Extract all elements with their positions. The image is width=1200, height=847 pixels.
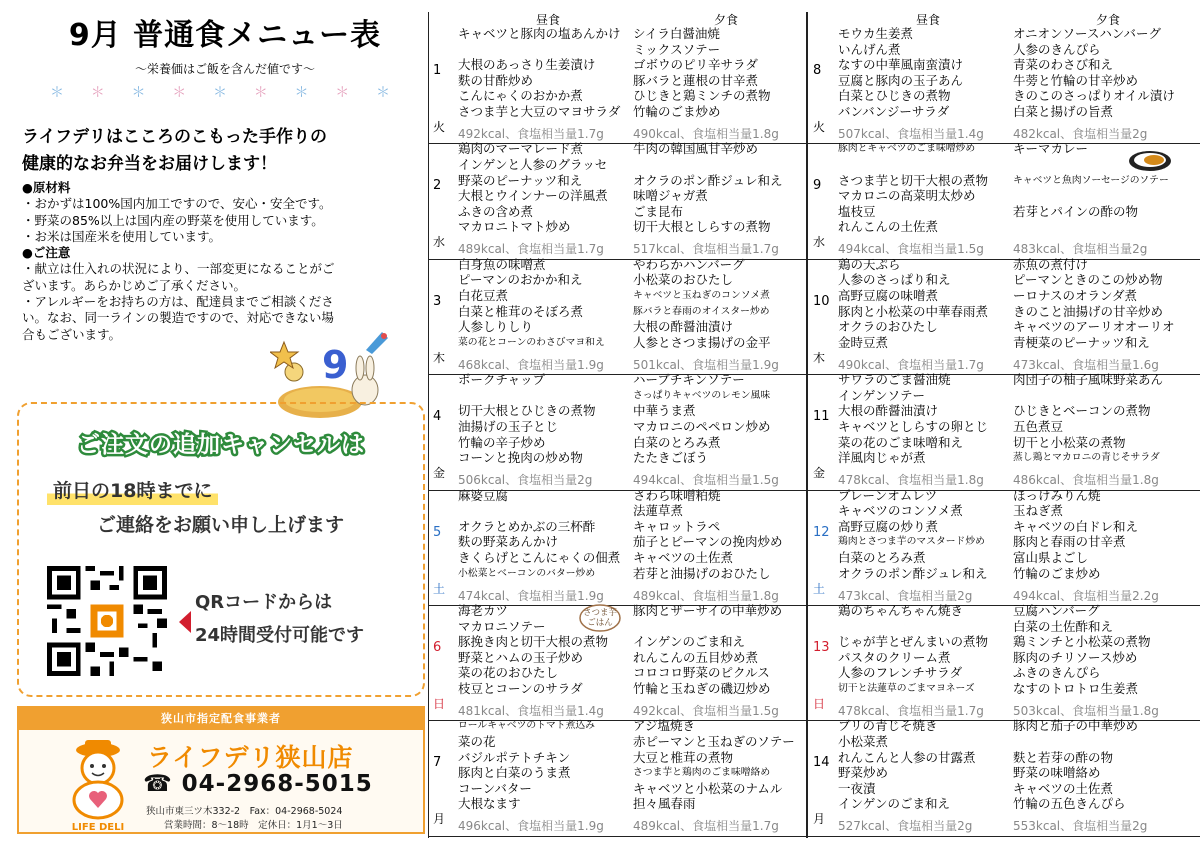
- dinner-item: 富山県よごし: [1013, 549, 1089, 565]
- lunch-nutrition: 474kcal、食塩相当量1.9g: [458, 588, 604, 603]
- day-number: 8: [813, 63, 822, 78]
- dinner-item: キャベツのアーリオオーリオ: [1013, 319, 1175, 335]
- lunch-nutrition: 507kcal、食塩相当量1.4g: [838, 127, 984, 141]
- dinner-item: れんこんの五目炒め煮: [633, 649, 759, 665]
- dinner-item: [1013, 219, 1188, 235]
- page-subtitle: ～栄養価はご飯を含んだ値です～: [134, 62, 315, 76]
- dinner-item: 豚肉とザーサイの中華炒め: [633, 603, 783, 618]
- dinner-nutrition: 494kcal、食塩相当量2.2g: [1013, 588, 1159, 603]
- day-cell-right-0: [808, 26, 1186, 146]
- lunch-item: キャベツと豚肉の塩あんかけ: [458, 26, 621, 41]
- dinner-item: 茄子とピーマンの挽肉炒め: [633, 534, 783, 550]
- lunch-nutrition: 506kcal、食塩相当量2g: [458, 473, 593, 488]
- dinner-list: [1013, 26, 1188, 120]
- lunch-list: [458, 488, 638, 582]
- dinner-item: オニオンソースハンバーグ: [1013, 26, 1162, 41]
- lunch-item: ピーマンのおかか和え: [458, 272, 583, 288]
- weekday: 火: [433, 120, 446, 134]
- dinner-item: 鶏ミンチと小松菜の煮物: [1013, 634, 1151, 650]
- dinner-item: [633, 619, 808, 635]
- dinner-item: 青梗菜のピーナッツ和え: [1013, 334, 1150, 350]
- svg-text:9: 9: [322, 343, 349, 387]
- lunch-item: [458, 388, 638, 404]
- dinner-list: [1013, 488, 1188, 582]
- lunch-item: 人参のフレンチサラダ: [838, 665, 963, 681]
- weekday: 水: [813, 235, 826, 250]
- weekday: 土: [433, 581, 446, 596]
- dinner-item: 豚バラと蓮根の甘辛煮: [633, 72, 759, 88]
- dinner-item: 若芽と油揚げのおひたし: [633, 565, 771, 581]
- lunch-item: 油揚げの玉子とじ: [458, 418, 559, 434]
- lunch-item: 麩の野菜あんかけ: [458, 534, 559, 550]
- lunch-item: 野菜炒め: [838, 765, 889, 781]
- weekday: 月: [433, 812, 446, 827]
- lunch-item: [458, 503, 638, 519]
- lunch-item: 豚肉と白菜のうま煮: [458, 765, 571, 781]
- lunch-item: [458, 42, 638, 58]
- dinner-item: [1013, 388, 1188, 404]
- lunch-item: 鶏の天ぷら: [838, 256, 901, 272]
- dinner-item: 若芽とパインの酢の物: [1013, 203, 1139, 219]
- lunch-nutrition: 489kcal、食塩相当量1.7g: [458, 242, 604, 257]
- dinner-list: [633, 603, 808, 697]
- lunch-item: バジルポテトチキン: [458, 749, 571, 765]
- lunch-item: 菜の花: [458, 733, 496, 749]
- day-number: 4: [433, 409, 442, 425]
- dinner-item: ごま昆布: [633, 203, 684, 219]
- dinner-header: 夕食: [713, 13, 738, 27]
- dinner-item: たたきごぼう: [633, 450, 709, 466]
- weekday: 火: [813, 120, 826, 134]
- lunch-item: さつま芋と大豆のマヨサラダ: [458, 103, 621, 119]
- day-number: 2: [433, 178, 442, 194]
- lunch-nutrition: 478kcal、食塩相当量1.8g: [838, 473, 984, 488]
- dinner-item: ゴボウのピリ辛サラダ: [633, 57, 758, 73]
- dinner-list: [633, 718, 808, 812]
- lunch-item: 高野豆腐の味噌煮: [838, 287, 939, 303]
- dinner-item: 赤魚の煮付け: [1013, 256, 1089, 272]
- dinner-list: [1013, 372, 1188, 466]
- lunch-item: マカロニトマト炒め: [458, 219, 571, 235]
- lunch-item: ロールキャベツのトマト煮込み: [458, 720, 595, 732]
- life-deli-logo-icon: [63, 736, 133, 834]
- shop-designation: 狭山市指定配食事業者: [19, 708, 423, 730]
- weekday: 土: [813, 581, 826, 596]
- dinner-header: 夕食: [1095, 13, 1120, 27]
- lunch-item: 塩枝豆: [838, 203, 876, 219]
- lunch-nutrition: 490kcal、食塩相当量1.7g: [838, 357, 984, 372]
- lunch-item: マカロニソテー: [458, 618, 546, 634]
- lunch-item: 菜の花とコーンのわさびマヨ和え: [458, 336, 605, 348]
- weekday: 月: [813, 812, 826, 827]
- svg-text:LIFE DELI: LIFE DELI: [71, 822, 125, 833]
- lunch-list: [838, 718, 1018, 812]
- dinner-item: ミックスソテー: [633, 41, 721, 57]
- lunch-list: [838, 26, 1018, 120]
- dinner-item: キャベツと魚肉ソーセージのソテー: [1013, 174, 1169, 186]
- day-number: 1: [433, 63, 442, 78]
- lunch-item: じゃが芋とぜんまいの煮物: [838, 634, 989, 650]
- dinner-list: [633, 488, 808, 582]
- dinner-list: [1013, 603, 1188, 697]
- phone-icon: ☎: [143, 771, 173, 797]
- dinner-item: キャロットラペ: [633, 518, 721, 534]
- dinner-item: ひじきとベーコンの煮物: [1013, 403, 1151, 419]
- lunch-item: モウカ生姜煮: [838, 26, 914, 41]
- lunch-item: こんにゃくのおかか煮: [458, 88, 583, 104]
- day-cell-left-3: [428, 372, 806, 492]
- lunch-header: 昼食: [915, 13, 940, 27]
- lunch-item: 鶏のちゃんちゃん焼き: [838, 603, 964, 618]
- dinner-item: なすのトロトロ生姜煮: [1013, 680, 1139, 696]
- dinner-item: きのこのさっぱりオイル漬け: [1013, 88, 1175, 104]
- lunch-item: なすの中華風南蛮漬け: [838, 57, 964, 73]
- lunch-item: コーンと挽肉の炒め物: [458, 450, 583, 466]
- dinner-list: [633, 141, 808, 235]
- day-cell-right-6: [808, 718, 1186, 838]
- snowflake-decoration: ＊ ＊ ＊ ＊ ＊ ＊ ＊ ＊ ＊: [50, 85, 390, 101]
- lunch-nutrition: 473kcal、食塩相当量2g: [838, 588, 973, 603]
- lunch-item: ブリの青じそ焼き: [838, 718, 938, 734]
- dinner-item: 豚肉と茄子の中華炒め: [1013, 718, 1139, 734]
- lunch-item: 鶏肉のマーマレード煮: [458, 141, 584, 157]
- dinner-item: 中華うま煮: [633, 403, 696, 419]
- dinner-nutrition: 486kcal、食塩相当量1.8g: [1013, 473, 1159, 488]
- arrow-icon: [179, 611, 191, 633]
- dinner-list: [633, 26, 808, 120]
- lunch-nutrition: 481kcal、食塩相当量1.4g: [458, 704, 604, 718]
- day-number: 13: [813, 640, 830, 655]
- day-cell-left-0: [428, 26, 806, 146]
- dinner-item: ほっけみりん焼: [1013, 487, 1101, 503]
- dinner-item: 豚肉と春雨の甘辛煮: [1013, 534, 1126, 550]
- weekday: 日: [813, 697, 826, 711]
- lunch-list: [458, 26, 638, 120]
- left-panel: [0, 0, 430, 847]
- dinner-nutrition: 553kcal、食塩相当量2g: [1013, 819, 1148, 834]
- shop-name: ライフデリ狭山店: [147, 743, 354, 772]
- dinner-item: さわら味噌粕焼: [633, 487, 721, 503]
- lunch-item: 枝豆とコーンのサラダ: [458, 680, 583, 696]
- dinner-item: やわらかハンバーグ: [633, 256, 745, 272]
- lunch-list: [838, 488, 1018, 582]
- lunch-item: ポークチャップ: [458, 372, 546, 388]
- lunch-item: いんげん煮: [838, 41, 901, 57]
- qr-code[interactable]: [47, 566, 167, 676]
- dinner-item: [633, 157, 808, 173]
- day-number: 5: [433, 524, 442, 540]
- dinner-item: 牛肉の韓国風甘辛炒め: [633, 141, 759, 157]
- lunch-item: 一夜漬: [838, 780, 876, 796]
- lunch-item: 豚肉と小松菜の中華春雨煮: [838, 303, 989, 319]
- dinner-nutrition: 503kcal、食塩相当量1.8g: [1013, 704, 1159, 718]
- dinner-item: コロコロ野菜のピクルス: [633, 665, 770, 681]
- lunch-item: れんこんの土佐煮: [838, 219, 939, 235]
- dinner-item: 大根の酢醤油漬け: [633, 319, 734, 335]
- lunch-item: れんこんと人参の甘露煮: [838, 749, 976, 765]
- dinner-item: 蒸し鶏とマカロニの青じそサラダ: [1013, 452, 1160, 464]
- dinner-item: 麩と若芽の酢の物: [1013, 749, 1114, 765]
- order-title: ご注文の追加キャンセルは: [77, 432, 365, 458]
- lunch-nutrition: 468kcal、食塩相当量1.9g: [458, 357, 604, 372]
- lunch-item: インゲンと人参のグラッセ: [458, 156, 608, 172]
- lunch-item: 白菜のとろみ煮: [838, 549, 926, 565]
- lunch-item: 海老カツ: [458, 603, 509, 618]
- day-cell-left-6: [428, 718, 806, 838]
- dinner-item: 人参とさつま揚げの金平: [633, 334, 771, 350]
- lunch-item: プレーンオムレツ: [838, 487, 938, 503]
- lunch-item: 小松菜煮: [838, 733, 889, 749]
- dinner-item: さつま芋と鶏肉のごま味噌絡め: [633, 767, 771, 779]
- dinner-item: キーマカレー: [1013, 141, 1089, 157]
- dinner-item: 赤ピーマンと玉ねぎのソテー: [633, 733, 795, 749]
- dinner-item: アジ塩焼き: [633, 718, 696, 734]
- dinner-nutrition: 483kcal、食塩相当量2g: [1013, 242, 1148, 257]
- dinner-item: シイラ白醤油焼: [633, 26, 720, 41]
- shop-info-box: [17, 706, 425, 834]
- lunch-item: バンバンジーサラダ: [838, 103, 950, 119]
- day-cell-right-3: [808, 372, 1186, 492]
- lunch-item: 野菜とハムの玉子炒め: [458, 649, 584, 665]
- day-number: 14: [813, 755, 830, 771]
- dinner-item: 豆腐ハンバーグ: [1013, 603, 1100, 618]
- lunch-item: 鶏肉とさつま芋のマスタード炒め: [838, 536, 985, 548]
- materials-heading: ●原材料: [22, 180, 71, 195]
- weekday: 水: [433, 235, 446, 250]
- lunch-item: 大根の酢醤油漬け: [838, 403, 939, 419]
- deadline-text: 前日の18時までに: [47, 476, 218, 505]
- shop-phone[interactable]: ☎ 04-2968-5015: [143, 771, 373, 797]
- day-number: 10: [813, 293, 830, 309]
- dinner-nutrition: 494kcal、食塩相当量1.5g: [633, 473, 779, 488]
- dinner-item: 五色煮豆: [1013, 418, 1064, 434]
- lunch-item: 切干と法蓮草のごまマヨネーズ: [838, 682, 975, 694]
- lunch-list: [458, 372, 638, 466]
- dinner-item: キャベツと玉ねぎのコンソメ煮: [633, 289, 770, 301]
- dinner-item: 人参のきんぴら: [1013, 41, 1101, 57]
- lunch-item: 切干大根とひじきの煮物: [458, 403, 596, 419]
- day-number: 9: [813, 178, 822, 194]
- lunch-item: 野菜のピーナッツ和え: [458, 172, 583, 188]
- lunch-list: [458, 257, 638, 351]
- lunch-item: サワラのごま醤油焼: [838, 372, 951, 388]
- lunch-item: [838, 157, 1018, 173]
- dinner-item: 竹輪のごま炒め: [1013, 565, 1101, 581]
- lunch-list: [458, 141, 638, 235]
- order-notice-box: [17, 402, 425, 697]
- day-cell-right-4: [808, 487, 1186, 608]
- shop-address: 狭山市東三ツ木332-2 Fax：04-2968-5024: [146, 806, 343, 817]
- dinner-item: ーロナスのオランダ煮: [1013, 287, 1138, 303]
- dinner-item: [1013, 734, 1188, 750]
- dinner-nutrition: 501kcal、食塩相当量1.9g: [633, 357, 779, 372]
- dinner-item: 切干と小松菜の煮物: [1013, 434, 1126, 450]
- lunch-item: 金時豆煮: [838, 334, 889, 350]
- dinner-item: 竹輪と玉ねぎの磯辺炒め: [633, 680, 771, 696]
- lunch-item: 高野豆腐の炒り煮: [838, 518, 939, 534]
- dinner-item: インゲンのごま和え: [633, 634, 746, 650]
- dinner-item: 牛蒡と竹輪の甘辛炒め: [1013, 72, 1139, 88]
- lunch-item: 大根とウインナーの洋風煮: [458, 188, 608, 204]
- lunch-item: オクラとめかぶの三杯酢: [458, 518, 596, 534]
- lunch-item: 豚挽き肉と切干大根の煮物: [458, 634, 609, 650]
- qr-text: QRコードからは 24時間受付可能です: [195, 592, 365, 646]
- day-cell-left-4: [428, 487, 806, 608]
- weekday: 木: [433, 350, 446, 365]
- lunch-list: [838, 257, 1018, 351]
- dinner-item: 切干大根としらすの煮物: [633, 219, 771, 235]
- caution-heading: ●ご注意: [22, 245, 71, 261]
- dinner-item: キャベツの土佐煮: [633, 549, 734, 565]
- lunch-item: 菜の花のごま味噌和え: [838, 434, 964, 450]
- rice-badge: さつま芋 ごはん: [578, 603, 622, 633]
- dinner-item: マカロニのペペロン炒め: [633, 418, 771, 434]
- row-divider: [428, 836, 1200, 837]
- lunch-item: 豚肉とキャベツのごま味噌炒め: [838, 143, 976, 155]
- day-number: 11: [813, 409, 830, 425]
- dinner-list: [633, 257, 808, 351]
- lunch-item: 麩の甘酢炒め: [458, 72, 534, 88]
- dinner-list: [633, 372, 808, 466]
- dinner-item: 豚バラと春雨のオイスター炒め: [633, 305, 770, 317]
- lunch-item: コーンバター: [458, 780, 532, 796]
- dinner-item: 白菜の土佐酢和え: [1013, 618, 1114, 634]
- lunch-item: 麻婆豆腐: [458, 487, 509, 503]
- intro-text: ライフデリはこころのこもった手作りの 健康的なお弁当をお届けします！: [22, 127, 327, 174]
- dinner-item: 野菜の味噌絡め: [1013, 765, 1101, 781]
- dinner-item: 白菜と揚げの旨煮: [1013, 103, 1114, 119]
- dinner-nutrition: 473kcal、食塩相当量1.6g: [1013, 357, 1159, 372]
- day-cell-right-5: [808, 603, 1186, 723]
- lunch-item: マカロニの高菜明太炒め: [838, 188, 976, 204]
- lunch-header: 昼食: [535, 13, 560, 27]
- lunch-item: インゲンソテー: [838, 387, 926, 403]
- lunch-nutrition: 494kcal、食塩相当量1.5g: [838, 242, 984, 257]
- dinner-nutrition: 492kcal、食塩相当量1.5g: [633, 704, 779, 718]
- dinner-item: 青菜のわさび和え: [1013, 57, 1114, 73]
- day-number: 6: [433, 640, 442, 655]
- dinner-item: さっぱりキャベツのレモン風味: [633, 389, 771, 401]
- dinner-item: 玉ねぎ煮: [1013, 503, 1064, 519]
- weekday: 金: [433, 466, 446, 481]
- lunch-item: 白菜と椎茸のそぼろ煮: [458, 303, 584, 319]
- dinner-item: ひじきと鶏ミンチの煮物: [633, 88, 771, 104]
- dinner-nutrition: 517kcal、食塩相当量1.7g: [633, 242, 779, 257]
- lunch-list: [838, 603, 1018, 697]
- lunch-item: 大根のあっさり生姜漬け: [458, 57, 596, 73]
- dinner-nutrition: 490kcal、食塩相当量1.8g: [633, 127, 779, 141]
- lunch-item: さつま芋と切干大根の煮物: [838, 172, 989, 188]
- contact-request-text: ご連絡をお願い申し上げます: [97, 514, 345, 536]
- lunch-item: 大根なます: [458, 796, 521, 812]
- lunch-list: [838, 141, 1018, 235]
- lunch-item: 白身魚の味噌煮: [458, 256, 546, 272]
- curry-icon: [1128, 150, 1172, 172]
- lunch-item: きくらげとこんにゃくの佃煮: [458, 549, 621, 565]
- dinner-item: 大豆と椎茸の煮物: [633, 749, 734, 765]
- lunch-list: [838, 372, 1018, 466]
- dinner-nutrition: 489kcal、食塩相当量1.8g: [633, 588, 779, 603]
- page-title: 9月 普通食メニュー表: [68, 18, 382, 53]
- day-cell-left-1: [428, 141, 806, 261]
- lunch-nutrition: 492kcal、食塩相当量1.7g: [458, 127, 604, 141]
- dinner-item: キャベツの土佐煮: [1013, 780, 1114, 796]
- lunch-item: キャベツのコンソメ煮: [838, 503, 963, 519]
- dinner-item: 味噌ジャガ煮: [633, 188, 708, 204]
- dinner-item: 豚肉のチリソース炒め: [1013, 649, 1138, 665]
- day-cell-left-2: [428, 256, 806, 377]
- dinner-item: ハーブチキンソテー: [633, 372, 745, 388]
- lunch-item: インゲンのごま和え: [838, 796, 951, 812]
- dinner-item: 白菜のとろみ煮: [633, 434, 721, 450]
- lunch-nutrition: 496kcal、食塩相当量1.9g: [458, 819, 604, 834]
- lunch-item: 白菜とひじきの煮物: [838, 88, 951, 104]
- lunch-item: 豆腐と豚肉の玉子あん: [838, 72, 964, 88]
- day-number: 3: [433, 293, 442, 309]
- lunch-item: 竹輪の辛子炒め: [458, 434, 546, 450]
- lunch-nutrition: 478kcal、食塩相当量1.7g: [838, 704, 984, 718]
- dinner-list: [1013, 718, 1188, 812]
- lunch-item: 洋風肉じゃが煮: [838, 450, 926, 466]
- shop-hours: 営業時間：8～18時 定休日：1月1～3日: [164, 820, 343, 831]
- dinner-item: [1013, 188, 1188, 204]
- lunch-item: 小松菜とベーコンのバター炒め: [458, 567, 596, 579]
- dinner-nutrition: 489kcal、食塩相当量1.7g: [633, 819, 779, 834]
- lunch-item: ふきの含め煮: [458, 203, 534, 219]
- dinner-item: ピーマンときのこの炒め物: [1013, 272, 1163, 288]
- dinner-nutrition: 482kcal、食塩相当量2g: [1013, 127, 1148, 141]
- dinner-item: 担々風春雨: [633, 796, 696, 812]
- lunch-item: 人参のさっぱり和え: [838, 272, 951, 288]
- lunch-item: 菜の花のおひたし: [458, 665, 559, 681]
- lunch-item: 白花豆煮: [458, 287, 509, 303]
- lunch-item: パスタのクリーム煮: [838, 649, 951, 665]
- lunch-item: 人参しりしり: [458, 319, 534, 335]
- dinner-item: キャベツと小松菜のナムル: [633, 780, 783, 796]
- dinner-item: ふきのきんぴら: [1013, 665, 1101, 681]
- lunch-list: [458, 718, 638, 812]
- lunch-item: [838, 619, 1018, 635]
- dinner-item: キャベツの白ドレ和え: [1013, 518, 1139, 534]
- day-cell-right-2: [808, 256, 1186, 377]
- lunch-item: オクラのおひたし: [838, 319, 938, 335]
- weekday: 金: [813, 466, 826, 481]
- dinner-item: 竹輪のごま炒め: [633, 103, 721, 119]
- notes: ●原材料 ・おかずは100%国内加工ですので、安心・安全です。 ・野菜の85%以上は国内産の野菜を使用しています。 ・お米は国産米を使用しています。 ●ご注意 ・献立は仕入れの状況により、一部変更になることがご ざいます。あらかじめご了承ください。 ・アレルギーをお持ちの方は、配達員までご相談くださ い。なお、同一ラインの製造ですので、対応できない場 合もございます。: [22, 180, 414, 343]
- dinner-item: オクラのポン酢ジュレ和え: [633, 172, 783, 188]
- dinner-item: 肉団子の柚子風味野菜あん: [1013, 372, 1164, 388]
- dinner-item: 竹輪の五色きんぴら: [1013, 796, 1126, 812]
- menu-table: [428, 0, 1200, 847]
- day-number: 7: [433, 755, 442, 771]
- dinner-item: 小松菜のおひたし: [633, 272, 734, 288]
- lunch-item: オクラのポン酢ジュレ和え: [838, 565, 988, 581]
- weekday: 木: [813, 350, 826, 365]
- dinner-item: 法蓮草煮: [633, 503, 684, 519]
- dinner-list: [1013, 257, 1188, 351]
- lunch-nutrition: 527kcal、食塩相当量2g: [838, 819, 973, 834]
- lunch-item: キャベツとしらすの卵とじ: [838, 418, 989, 434]
- dinner-item: きのこと油揚げの甘辛炒め: [1013, 303, 1164, 319]
- day-number: 12: [813, 524, 830, 540]
- weekday: 日: [433, 697, 446, 711]
